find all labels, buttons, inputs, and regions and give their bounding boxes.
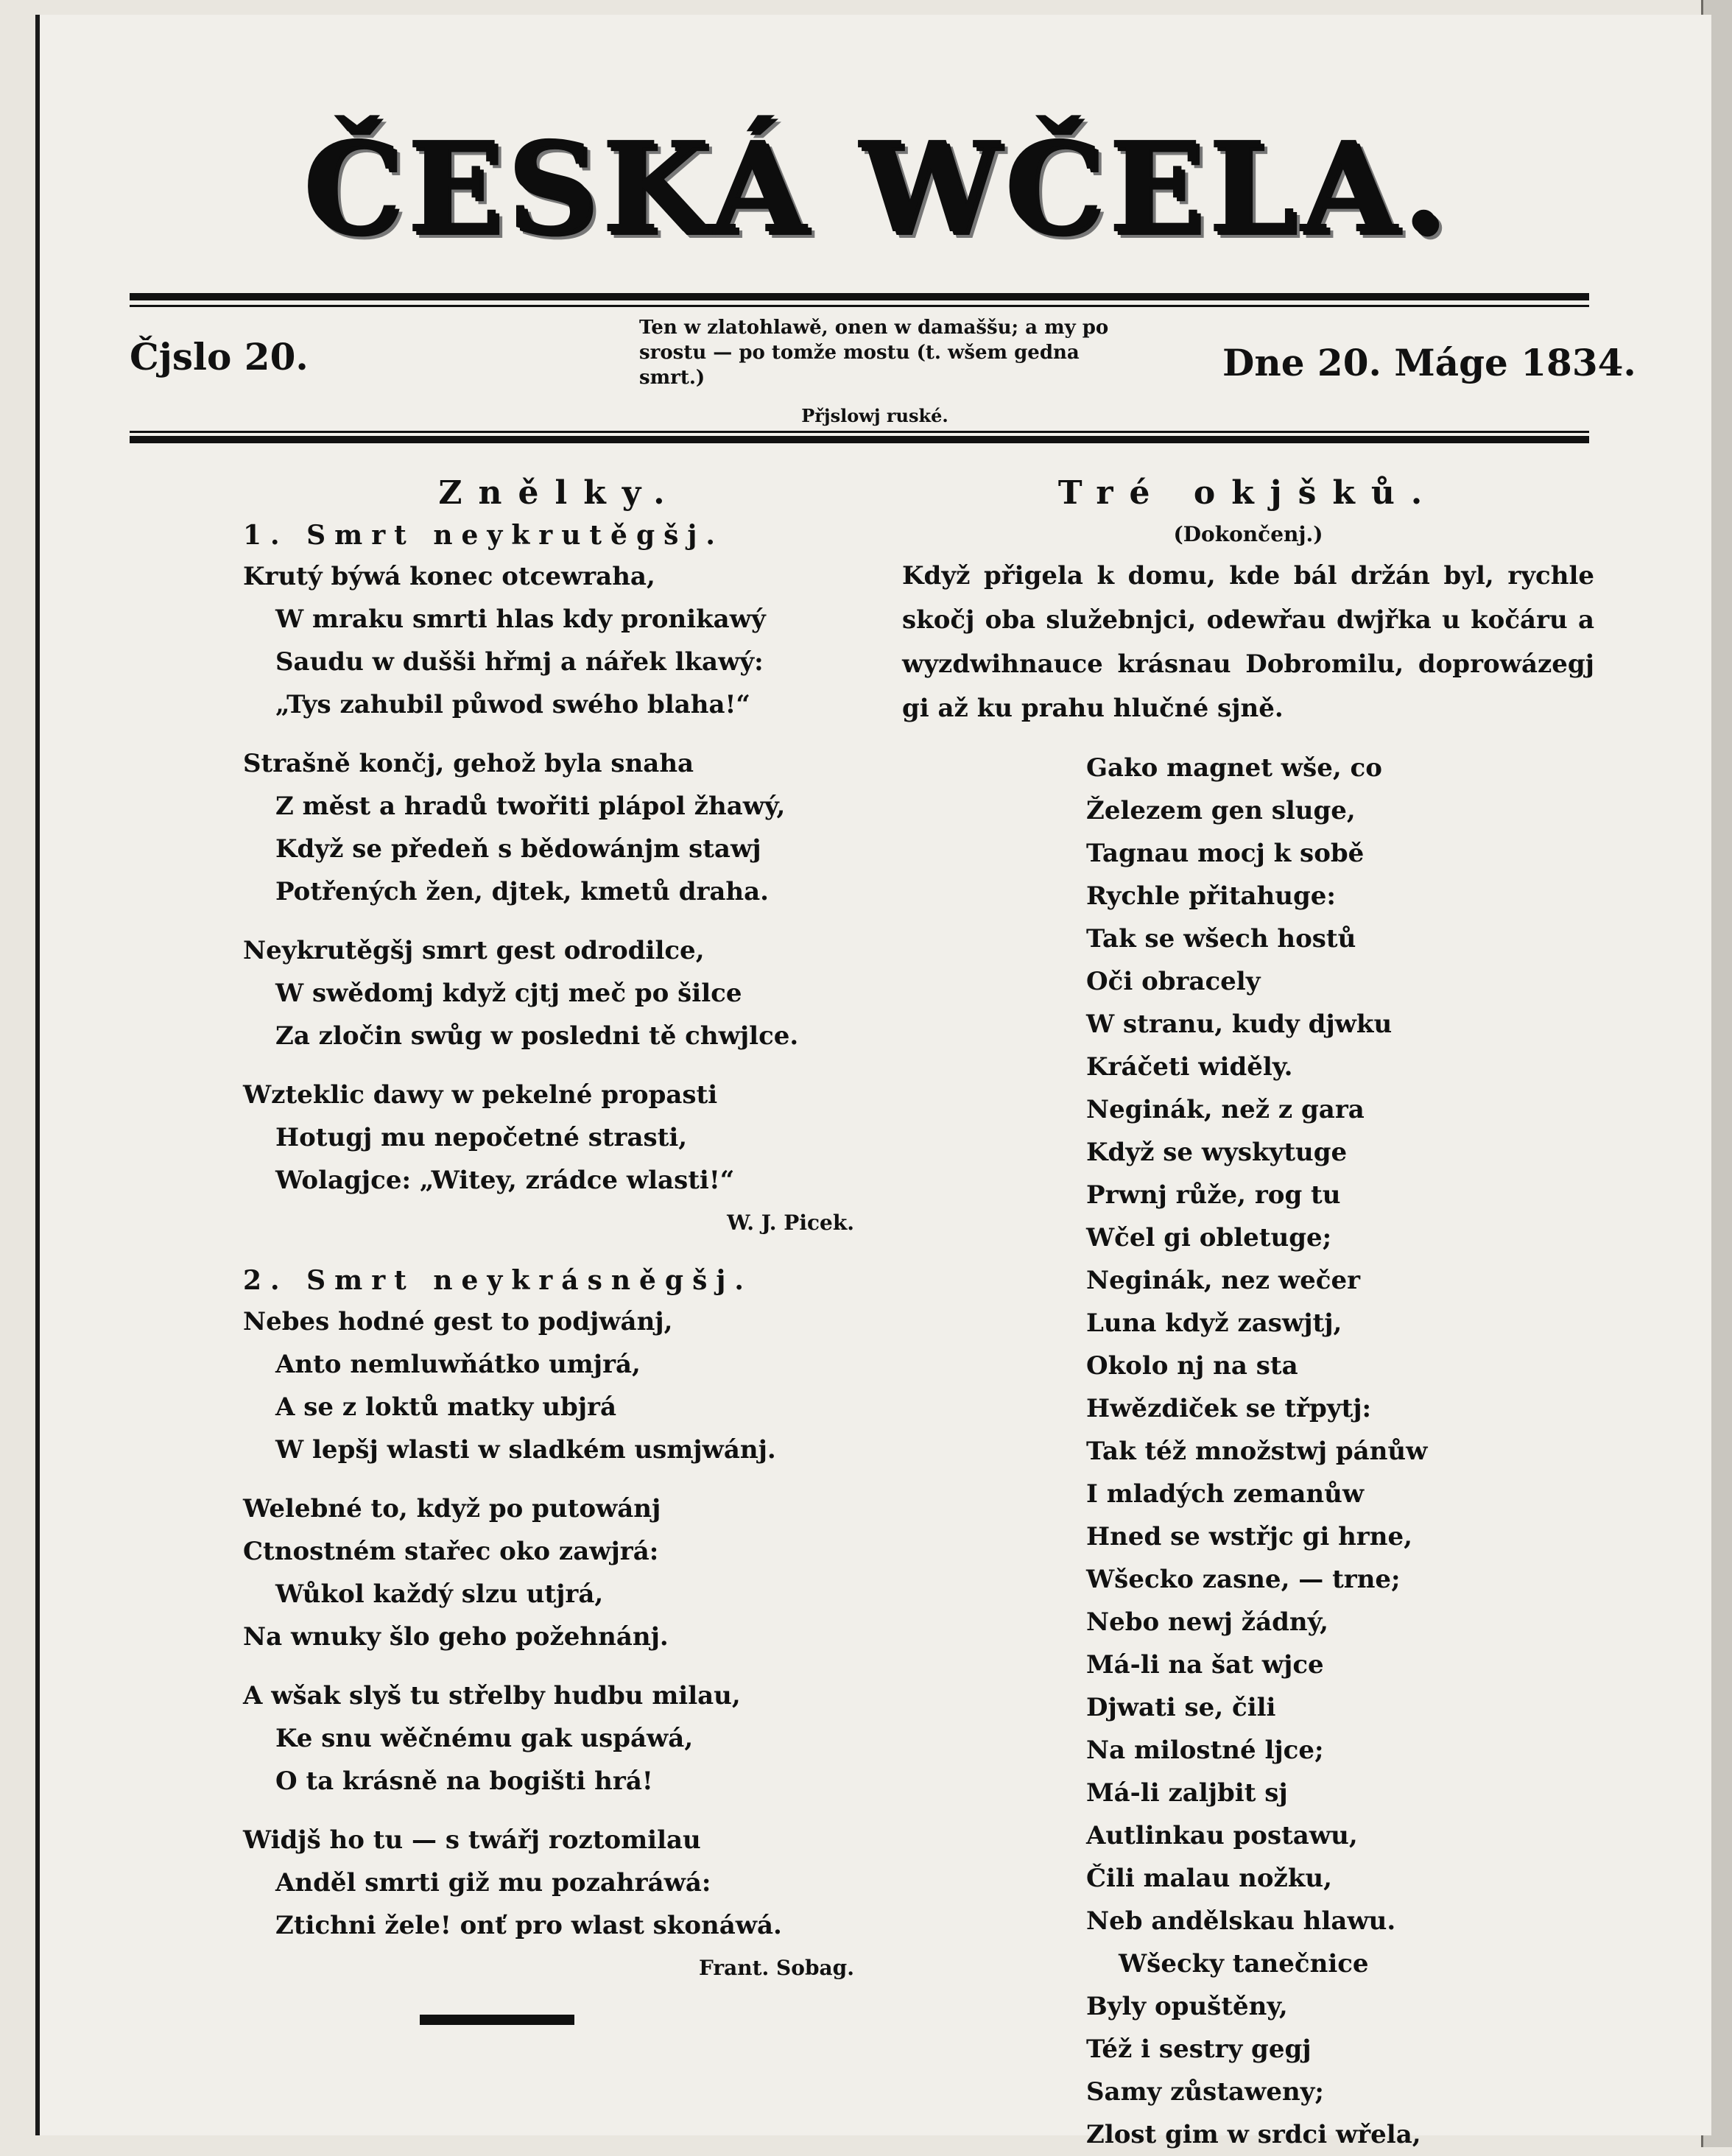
- poem-line: Wůkol každý slzu utjrá,: [275, 1579, 604, 1609]
- issue-number: Čjslo 20.: [130, 335, 309, 378]
- poem-line: Ke snu wěčnému gak uspáwá,: [275, 1724, 694, 1753]
- verse-line: Oči obracely: [1086, 967, 1261, 996]
- poem2-title: 2. Smrt neykrásněgšj.: [243, 1265, 753, 1296]
- poem-line: O ta krásně na bogišti hrá!: [275, 1766, 653, 1796]
- poem-line: Wolagjce: „Witey, zrádce wlasti!“: [275, 1166, 735, 1195]
- stanza-break: [243, 1803, 876, 1819]
- masthead-title: ČESKÁ WČELA.: [302, 114, 1450, 261]
- poem-line: Widjš ho tu — s twářj roztomilau: [243, 1825, 701, 1855]
- poem1-body: [243, 555, 876, 1202]
- story-verse: [902, 747, 1594, 2156]
- verse-line: Neginák, než z gara: [1086, 1095, 1365, 1124]
- verse-line: Nebo newj žádný,: [1086, 1607, 1328, 1637]
- poem-line: W mraku smrti hlas kdy pronikawý: [275, 605, 766, 634]
- verse-line: Luna když zaswjtj,: [1086, 1308, 1342, 1338]
- epigraph: [639, 315, 1110, 429]
- poem-line: Nebes hodné gest to podjwánj,: [243, 1307, 673, 1336]
- verse-line: Wšecko zasne, — trne;: [1086, 1565, 1401, 1594]
- poem1-signature: W. J. Picek.: [727, 1211, 854, 1235]
- verse-line: Wšecky tanečnice: [1119, 1949, 1369, 1979]
- poem-line: Wzteklic dawy w pekelné propasti: [243, 1080, 718, 1110]
- top-rule-thin: [130, 305, 1589, 307]
- issue-date: Dne 20. Máge 1834.: [1222, 341, 1636, 384]
- spacer: [243, 1244, 876, 1261]
- poem-line: Z měst a hradů twořiti plápol žhawý,: [275, 792, 786, 821]
- verse-line: W stranu, kudy djwku: [1086, 1010, 1393, 1039]
- poem-line: A wšak slyš tu střelby hudbu milau,: [243, 1681, 741, 1711]
- verse-line: Tak též množstwj pánůw: [1086, 1437, 1428, 1466]
- verse-line: Okolo nj na sta: [1086, 1351, 1298, 1381]
- verse-line: Rychle přitahuge:: [1086, 881, 1336, 911]
- verse-line: Autlinkau postawu,: [1086, 1821, 1358, 1850]
- verse-line: Železem gen sluge,: [1086, 796, 1356, 825]
- continued-note: (Dokončenj.): [1173, 522, 1323, 546]
- verse-line: Též i sestry gegj: [1086, 2035, 1312, 2064]
- verse-line: Wčel gi obletuge;: [1086, 1223, 1332, 1253]
- poem-line: Když se předeň s bědowánjm stawj: [275, 834, 761, 864]
- poem-line: Neykrutěgšj smrt gest odrodilce,: [243, 936, 705, 965]
- poem1-title: 1. Smrt neykrutěgšj.: [243, 520, 724, 551]
- verse-line: I mladých zemanůw: [1086, 1479, 1365, 1509]
- end-ornament: [420, 2015, 574, 2025]
- story-prose: Když přigela k domu, kde bál držán byl, rychle skočj oba služebnjci, odewřau dwjřka u kočáru a wyzdwihnauce krásnau Dobromilu, doprowázegj gi až ku prahu hlučné sjně.: [902, 561, 1594, 723]
- poem-line: Anděl smrti giž mu pozahráwá:: [275, 1868, 711, 1898]
- verse-line: Čili malau nožku,: [1086, 1864, 1332, 1893]
- verse-line: Na milostné ljce;: [1086, 1736, 1324, 1765]
- verse-line: Hned se wstřjc gi hrne,: [1086, 1522, 1412, 1551]
- verse-line: Kráčeti widěly.: [1086, 1052, 1293, 1082]
- stanza-break: [243, 1471, 876, 1487]
- poem-line: A se z loktů matky ubjrá: [275, 1392, 616, 1422]
- verse-line: Gako magnet wše, co: [1086, 753, 1382, 783]
- verse-line: Samy zůstaweny;: [1086, 2077, 1324, 2107]
- verse-line: Prwnj růže, rog tu: [1086, 1180, 1341, 1210]
- verse-line: Má-li na šat wjce: [1086, 1650, 1324, 1680]
- poem-line: Ztichni žele! onť pro wlast skonáwá.: [275, 1911, 782, 1940]
- stanza-break: [243, 913, 876, 929]
- epigraph-source: Přjslowj ruské.: [801, 405, 948, 426]
- poem-line: W lepšj wlasti w sladkém usmjwánj.: [275, 1435, 776, 1465]
- epigraph-text: Ten w zlatohlawě, onen w damaššu; a my po srostu — po tomže mostu (t. wšem gedna smrt.): [639, 317, 1109, 389]
- poem-line: Saudu w dušši hřmj a nářek lkawý:: [275, 647, 764, 677]
- verse-line: Neginák, nez wečer: [1086, 1266, 1361, 1295]
- right-column: [902, 471, 1594, 2156]
- poem-line: Strašně končj, gehož byla snaha: [243, 749, 694, 778]
- verse-line: Hwězdiček se třpytj:: [1086, 1394, 1372, 1423]
- poem-line: Krutý býwá konec otcewraha,: [243, 562, 655, 591]
- poem-line: Za zločin swůg w posledni tě chwjlce.: [275, 1021, 799, 1051]
- poem-line: Hotugj mu nepočetné strasti,: [275, 1123, 688, 1152]
- poem-line: Welebné to, když po putowánj: [243, 1494, 661, 1523]
- top-rule: [130, 293, 1589, 300]
- poem-line: „Tys zahubil půwod swého blaha!“: [275, 690, 750, 719]
- verse-line: Zlost gim w srdci wřela,: [1086, 2120, 1421, 2149]
- poem-line: Potřených žen, djtek, kmetů draha.: [275, 877, 770, 906]
- poem-line: Na wnuky šlo geho požehnánj.: [243, 1622, 669, 1652]
- poem2-signature: Frant. Sobag.: [698, 1956, 854, 1980]
- left-column: [243, 471, 876, 2025]
- verse-line: Neb andělskau hlawu.: [1086, 1906, 1396, 1936]
- verse-line: Byly opuštěny,: [1086, 1992, 1288, 2021]
- verse-line: Djwati se, čili: [1086, 1693, 1276, 1722]
- mid-rule: [130, 436, 1589, 443]
- verse-line: Tak se wšech hostů: [1086, 924, 1356, 954]
- spacer: [902, 730, 1594, 747]
- section-title-tre-okjsku: Tré okjšků.: [1057, 474, 1439, 512]
- stanza-break: [243, 726, 876, 742]
- poem-line: Anto nemluwňátko umjrá,: [275, 1350, 641, 1379]
- stanza-break: [243, 1057, 876, 1074]
- poem-line: W swědomj když cjtj meč po šilce: [275, 979, 742, 1008]
- poem-line: Ctnostném stařec oko zawjrá:: [243, 1537, 659, 1566]
- poem2-body: [243, 1300, 876, 1947]
- mid-rule-thin: [130, 431, 1589, 433]
- stanza-break: [243, 1658, 876, 1674]
- verse-line: Když se wyskytuge: [1086, 1138, 1348, 1167]
- verse-line: Tagnau mocj k sobě: [1086, 839, 1365, 868]
- verse-line: Má-li zaljbit sj: [1086, 1778, 1288, 1808]
- section-title-znelky: Znělky.: [438, 474, 681, 512]
